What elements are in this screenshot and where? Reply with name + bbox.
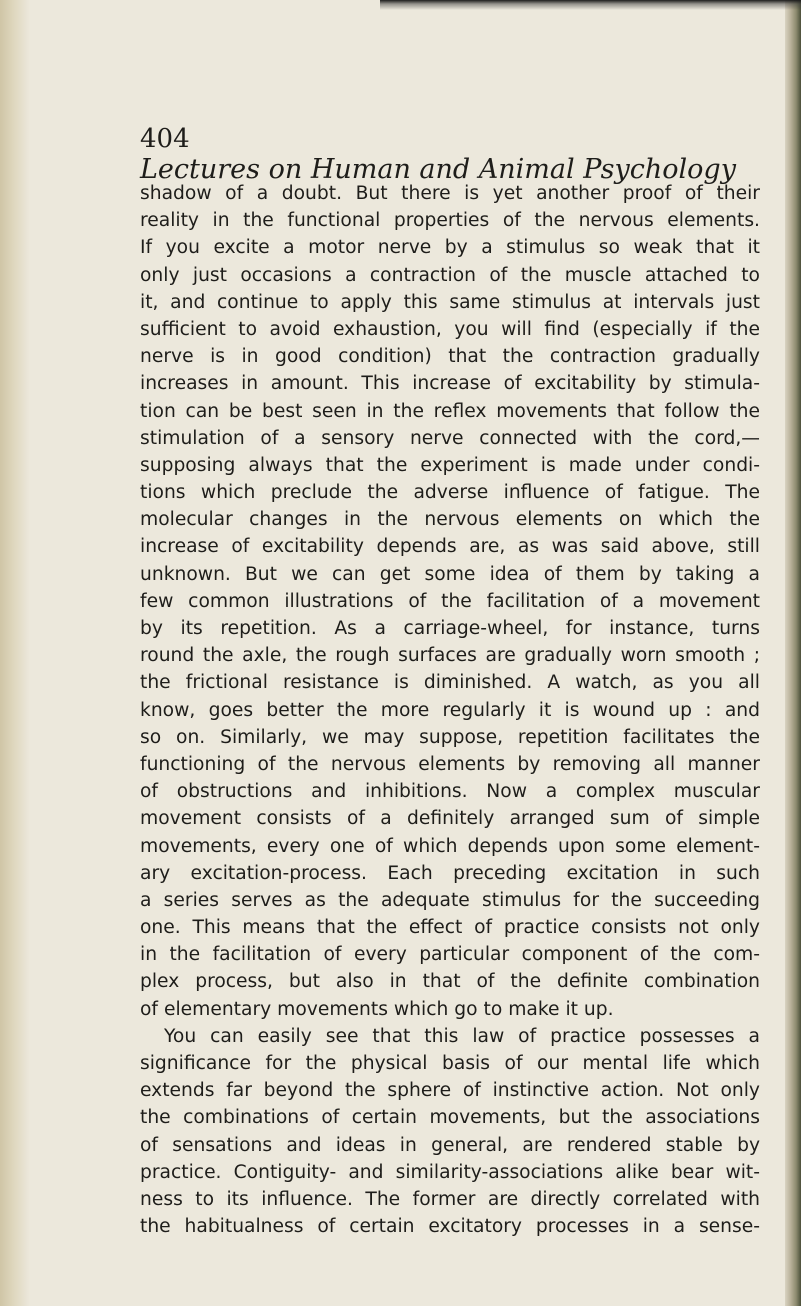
page-number: 404: [140, 124, 190, 154]
text-line: round the axle, the rough surfaces are gradually worn smooth ;: [140, 645, 760, 667]
page-edge: [785, 0, 801, 1306]
text-line: functioning of the nervous elements by removing all manner: [140, 753, 760, 775]
text-line: a series serves as the adequate stimulus for the succeeding: [140, 889, 760, 911]
text-line: molecular changes in the nervous elements on which the: [140, 509, 760, 531]
text-line: plex process, but also in that of the definite combination: [140, 971, 760, 993]
text-line: reality in the functional properties of the nervous elements.: [140, 210, 760, 232]
text-line: movement consists of a definitely arranged sum of simple: [140, 808, 760, 830]
text-line: supposing always that the experiment is made under condi-: [140, 454, 760, 476]
page-header: [140, 124, 740, 185]
running-title: Lectures on Human and Animal Psychology: [140, 154, 736, 185]
text-line: few common illustrations of the facilitation of a movement: [140, 590, 760, 612]
body-text: [140, 180, 760, 1240]
text-line: it, and continue to apply this same stimulus at intervals just: [140, 291, 760, 313]
text-line: shadow of a doubt. But there is yet another proof of their: [140, 183, 760, 204]
text-line: only just occasions a contraction of the muscle attached to: [140, 264, 760, 286]
text-line: You can easily see that this law of practice possesses a: [164, 1025, 760, 1047]
text-line: extends far beyond the sphere of instinctive action. Not only: [140, 1080, 760, 1102]
page-binding-shadow: [0, 0, 30, 1306]
text-line: the combinations of certain movements, but the associations: [140, 1107, 760, 1129]
text-line: so on. Similarly, we may suppose, repetition facilitates the: [140, 726, 760, 748]
text-line: of obstructions and inhibitions. Now a complex muscular: [140, 781, 760, 803]
text-line: If you excite a motor nerve by a stimulus so weak that it: [140, 237, 760, 259]
text-line: practice. Contiguity- and similarity-associations alike bear wit-: [140, 1161, 760, 1183]
text-line: increases in amount. This increase of excitability by stimula-: [140, 373, 760, 395]
text-line: of elementary movements which go to make it up.: [140, 998, 614, 1020]
text-line: significance for the physical basis of our mental life which: [140, 1053, 760, 1074]
text-line: the habitualness of certain excitatory processes in a sense-: [140, 1216, 760, 1238]
text-line: in the facilitation of every particular component of the com-: [140, 944, 760, 966]
text-line: sufficient to avoid exhaustion, you will find (especially if the: [140, 318, 760, 340]
text-line: of sensations and ideas in general, are rendered stable by: [140, 1134, 760, 1156]
text-line: by its repetition. As a carriage-wheel, for instance, turns: [140, 618, 760, 639]
text-line: unknown. But we can get some idea of them by taking a: [140, 563, 760, 585]
text-line: tions which preclude the adverse influence of fatigue. The: [140, 482, 760, 504]
text-line: ness to its influence. The former are directly correlated with: [140, 1188, 760, 1210]
text-line: increase of excitability depends are, as was said above, still: [140, 536, 760, 558]
text-line: stimulation of a sensory nerve connected with the cord,—: [140, 427, 760, 449]
text-line: movements, every one of which depends upon some element-: [140, 835, 760, 857]
text-line: the frictional resistance is diminished. A watch, as you all: [140, 672, 760, 694]
text-line: nerve is in good condition) that the contraction gradually: [140, 346, 760, 368]
text-line: know, goes better the more regularly it is wound up : and: [140, 699, 760, 721]
text-line: ary excitation-process. Each preceding excitation in such: [140, 862, 760, 884]
top-edge-shadow: [380, 0, 801, 10]
text-line: one. This means that the effect of practice consists not only: [140, 917, 760, 939]
text-line: tion can be best seen in the reflex movements that follow the: [140, 400, 760, 422]
